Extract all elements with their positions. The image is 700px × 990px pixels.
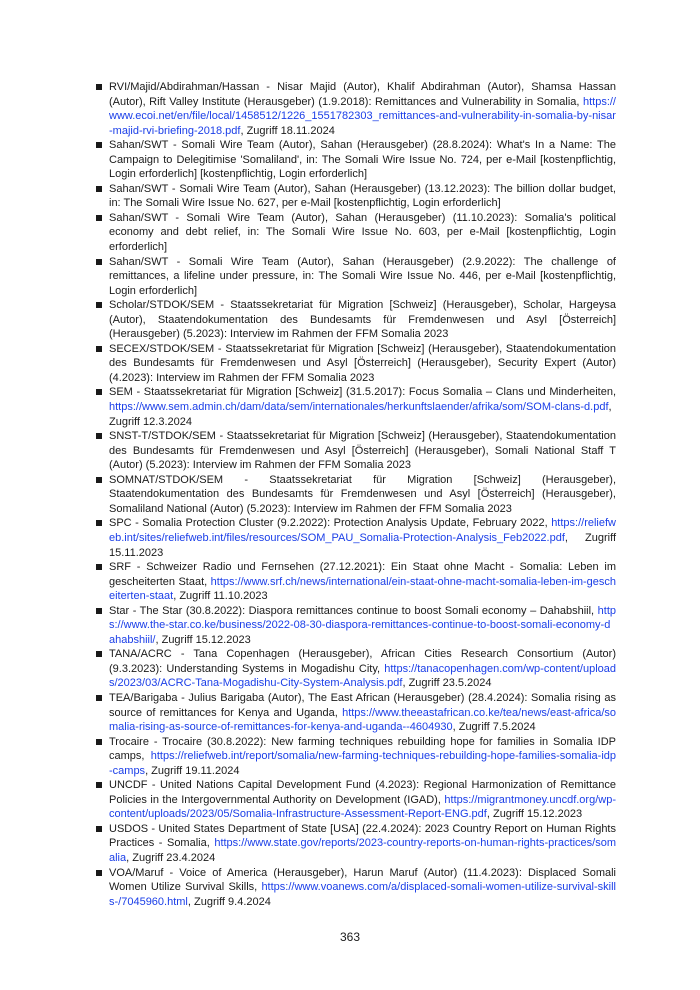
- reference-link[interactable]: https://www.srf.ch/news/international/ein-staat-ohne-macht-somalia-leben-im-gescheiterten-staat: [109, 575, 616, 603]
- reference-access-date: , Zugriff 15.12.2023: [155, 633, 251, 646]
- reference-link[interactable]: https://www.sem.admin.ch/dam/data/sem/internationales/herkunftslaender/afrika/som/SOM-clans-d.pdf: [109, 401, 609, 414]
- reference-item: [96, 735, 616, 779]
- bullet-icon: [96, 564, 102, 570]
- reference-text: Sahan/SWT - Somali Wire Team (Autor), Sahan (Herausgeber) (28.8.2024): What's In a Name: The Campaign to Delegitimise 'Somaliland', in: The Somali Wire Issue No. 724, per e-Mail [kostenpflichtig, Login erforderlich] [kostenpflichtig, Login erforderlich]: [109, 139, 616, 181]
- reference-text: SEM - Staatssekretariat für Migration [Schweiz] (31.5.2017): Focus Somalia – Clans und Minderheiten,: [109, 386, 616, 399]
- reference-text: TEA/Barigaba - Julius Barigaba (Autor), The East African (Herausgeber) (28.4.2024): Somalia rising as source of remittances for Kenya and Uganda,: [109, 691, 616, 719]
- reference-item: [96, 80, 616, 138]
- bullet-icon: [96, 215, 102, 221]
- reference-link[interactable]: https://www.the-star.co.ke/business/2022-08-30-diaspora-remittances-continue-to-boost-somali-economy-dahabshiil/: [109, 604, 616, 646]
- reference-item: [96, 778, 616, 822]
- reference-text: VOA/Maruf - Voice of America (Herausgeber), Harun Maruf (Autor) (11.4.2023): Displaced Somali Women Utilize Survival Skills,: [109, 866, 616, 894]
- reference-item: [96, 516, 616, 560]
- reference-access-date: , Zugriff 12.3.2024: [109, 401, 612, 428]
- reference-access-date: , Zugriff 15.12.2023: [486, 808, 583, 821]
- reference-item: [96, 138, 616, 182]
- reference-item: [96, 822, 616, 866]
- bullet-icon: [96, 608, 102, 614]
- reference-link[interactable]: https://www.theeastafrican.co.ke/tea/news/east-africa/somalia-rising-as-source-of-remittances-for-kenya-and-uganda--4604930: [109, 706, 616, 734]
- bullet-icon: [96, 84, 102, 90]
- reference-text: Sahan/SWT - Somali Wire Team (Autor), Sahan (Herausgeber) (2.9.2022): The challenge of remittances, a lifeline under pressure, in: The Somali Wire Issue No. 446, per e-Mail [kostenpflichtig, Login erforderlich]: [109, 255, 616, 297]
- bullet-icon: [96, 433, 102, 439]
- bullet-icon: [96, 477, 102, 483]
- reference-text: Trocaire - Trocaire (30.8.2022): New farming techniques rebuilding hope for families in Somalia IDP camps,: [109, 735, 616, 763]
- bullet-icon: [96, 739, 102, 745]
- bullet-icon: [96, 259, 102, 265]
- reference-text: Sahan/SWT - Somali Wire Team (Autor), Sahan (Herausgeber) (13.12.2023): The billion dollar budget, in: The Somali Wire Issue No. 627, per e-Mail [kostenpflichtig, Login erforderlich]: [109, 182, 616, 210]
- reference-access-date: , Zugriff 11.10.2023: [173, 590, 268, 603]
- reference-item: [96, 385, 616, 429]
- reference-link[interactable]: https://www.ecoi.net/en/file/local/1458512/1226_1551782303_remittances-and-vulnerability-in-somalia-by-nisar-majid-rvi-briefing-2018.pdf: [109, 95, 616, 137]
- bullet-icon: [96, 695, 102, 701]
- reference-item: [96, 604, 616, 648]
- reference-access-date: , Zugriff 18.11.2024: [240, 124, 335, 137]
- reference-access-date: , Zugriff 15.11.2023: [109, 531, 616, 559]
- reference-item: [96, 560, 616, 604]
- bullet-icon: [96, 520, 102, 526]
- reference-text: SPC - Somalia Protection Cluster (9.2.2022): Protection Analysis Update, February 2022,: [109, 517, 548, 530]
- bullet-icon: [96, 826, 102, 832]
- reference-text: Sahan/SWT - Somali Wire Team (Autor), Sahan (Herausgeber) (11.10.2023): Somalia's political economy and debt relief, in: The Somali Wire Issue No. 603, per e-Mail [kostenpflichtig, Login erforderlich]: [109, 211, 616, 254]
- reference-access-date: , Zugriff 19.11.2024: [145, 764, 240, 777]
- reference-access-date: , Zugriff 7.5.2024: [452, 721, 536, 734]
- reference-text: SRF - Schweizer Radio und Fernsehen (27.12.2021): Ein Staat ohne Macht - Somalia: Leben im gescheiterten Staat,: [109, 561, 616, 588]
- reference-access-date: , Zugriff 23.4.2024: [126, 851, 216, 864]
- reference-item: [96, 211, 616, 255]
- reference-text: TANA/ACRC - Tana Copenhagen (Herausgeber), African Cities Research Consortium (Autor) (9.3.2023): Understanding Systems in Mogadishu City,: [109, 648, 616, 675]
- reference-text: RVI/Majid/Abdirahman/Hassan - Nisar Majid (Autor), Khalif Abdirahman (Autor), Shamsa Hassan (Autor), Rift Valley Institute (Herausgeber) (1.9.2018): Remittances and Vulnerability in Somalia,: [109, 81, 616, 108]
- reference-item: [96, 429, 616, 473]
- page-number: 363: [339, 930, 361, 944]
- bullet-icon: [96, 346, 102, 352]
- bullet-icon: [96, 186, 102, 192]
- reference-text: UNCDF - United Nations Capital Development Fund (4.2023): Regional Harmonization of Remittance Policies in the Intergovernmental Authority on Development (IGAD),: [109, 779, 616, 806]
- reference-item: [96, 255, 616, 299]
- reference-item: [96, 298, 616, 342]
- bullet-icon: [96, 782, 102, 788]
- reference-access-date: , Zugriff 23.5.2024: [402, 677, 492, 690]
- reference-link[interactable]: https://migrantmoney.uncdf.org/wp-content/uploads/2023/05/Somalia-Infrastructure-Assessment-Report-ENG.pdf: [109, 793, 616, 821]
- bullet-icon: [96, 389, 102, 395]
- reference-text: Star - The Star (30.8.2022): Diaspora remittances continue to boost Somali economy – Dahabshiil,: [109, 604, 595, 617]
- reference-text: Scholar/STDOK/SEM - Staatssekretariat für Migration [Schweiz] (Herausgeber), Scholar, Hargeysa (Autor), Staatendokumentation des Bundesamts für Fremdenwesen und Asyl [Österreich] (Herausgeber) (5.2023): Interview im Rahmen der FFM Somalia 2023: [109, 299, 616, 341]
- reference-list: [96, 80, 616, 909]
- reference-item: [96, 866, 616, 910]
- reference-item: [96, 691, 616, 735]
- reference-link[interactable]: https://www.voanews.com/a/displaced-somali-women-utilize-survival-skills-/7045960.html: [109, 881, 616, 908]
- reference-link[interactable]: https://reliefweb.int/sites/reliefweb.int/files/resources/SOM_PAU_Somalia-Protection-Analysis_Feb2022.pdf: [109, 517, 616, 544]
- reference-link[interactable]: https://www.state.gov/reports/2023-country-reports-on-human-rights-practices/somalia: [109, 837, 616, 864]
- reference-link[interactable]: https://reliefweb.int/report/somalia/new-farming-techniques-rebuilding-hope-families-somalia-idp-camps: [109, 750, 616, 777]
- reference-access-date: , Zugriff 9.4.2024: [187, 895, 271, 908]
- reference-text: SNST-T/STDOK/SEM - Staatssekretariat für Migration [Schweiz] (Herausgeber), Staatendokumentation des Bundesamts für Fremdenwesen und Asyl [Österreich] (Herausgeber), Somali National Staff T (Autor) (5.2023): Interview im Rahmen der FFM Somalia 2023: [109, 430, 616, 472]
- reference-item: [96, 182, 616, 211]
- bullet-icon: [96, 651, 102, 657]
- reference-text: SOMNAT/STDOK/SEM - Staatssekretariat für Migration [Schweiz] (Herausgeber), Staatendokumentation des Bundesamts für Fremdenwesen und Asyl [Österreich] (Herausgeber), Somaliland National (Autor) (5.2023): Interview im Rahmen der FFM Somalia 2023: [109, 473, 616, 515]
- bullet-icon: [96, 142, 102, 148]
- reference-item: [96, 647, 616, 691]
- reference-item: [96, 473, 616, 517]
- reference-item: [96, 342, 616, 386]
- bullet-icon: [96, 870, 102, 876]
- reference-link[interactable]: https://tanacopenhagen.com/wp-content/uploads/2023/03/ACRC-Tana-Mogadishu-City-System-Analysis.pdf: [109, 662, 616, 690]
- reference-text: SECEX/STDOK/SEM - Staatssekretariat für Migration [Schweiz] (Herausgeber), Staatendokumentation des Bundesamts für Fremdenwesen und Asyl [Österreich] (Herausgeber), Security Expert (Autor) (4.2023): Interview im Rahmen der FFM Somalia 2023: [109, 342, 616, 384]
- bullet-icon: [96, 302, 102, 308]
- reference-text: USDOS - United States Department of State [USA] (22.4.2024): 2023 Country Report on Human Rights Practices - Somalia,: [109, 822, 616, 850]
